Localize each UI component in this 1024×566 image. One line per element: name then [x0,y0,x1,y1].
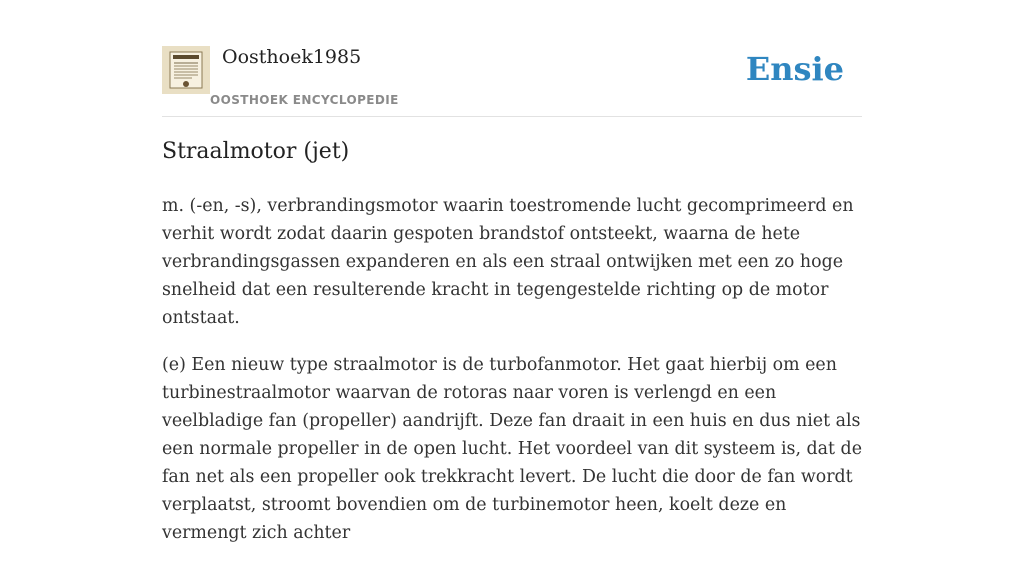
avatar[interactable] [162,46,210,94]
author-header [162,44,862,117]
encyclopedia-certificate-icon [162,46,210,94]
article-paragraph: (e) Een nieuw type straalmotor is de turbofanmotor. Het gaat hierbij om een turbinestraalmotor waarvan de rotoras naar voren is verlengd en een veelbladige fan (propeller) aandrijft. Deze fan draait in een huis en dus niet als een normale propeller in de open lucht. Het voordeel van dit systeem is, dat de fan net als een propeller ook trekkracht levert. De lucht die door de fan wordt verplaatst, stroomt bovendien om de turbinemotor heen, koelt deze en vermengt zich achter [162,355,862,543]
source-label[interactable]: OOSTHOEK ENCYCLOPEDIE [210,93,399,107]
article-title: Straalmotor (jet) [162,139,350,164]
article-paragraph: m. (-en, -s), verbrandingsmotor waarin toestromende lucht gecomprimeerd en verhit wordt zodat daarin gespoten brandstof ontsteekt, waarna de hete verbrandingsgassen expanderen en als een straal ontwijken met een zo hoge snelheid dat een resulterende kracht in tegengestelde richting op de motor ontstaat. [162,196,854,328]
username[interactable]: Oosthoek1985 [222,46,362,68]
article-body [162,192,868,566]
brand-logo[interactable]: Ensie [745,50,844,88]
